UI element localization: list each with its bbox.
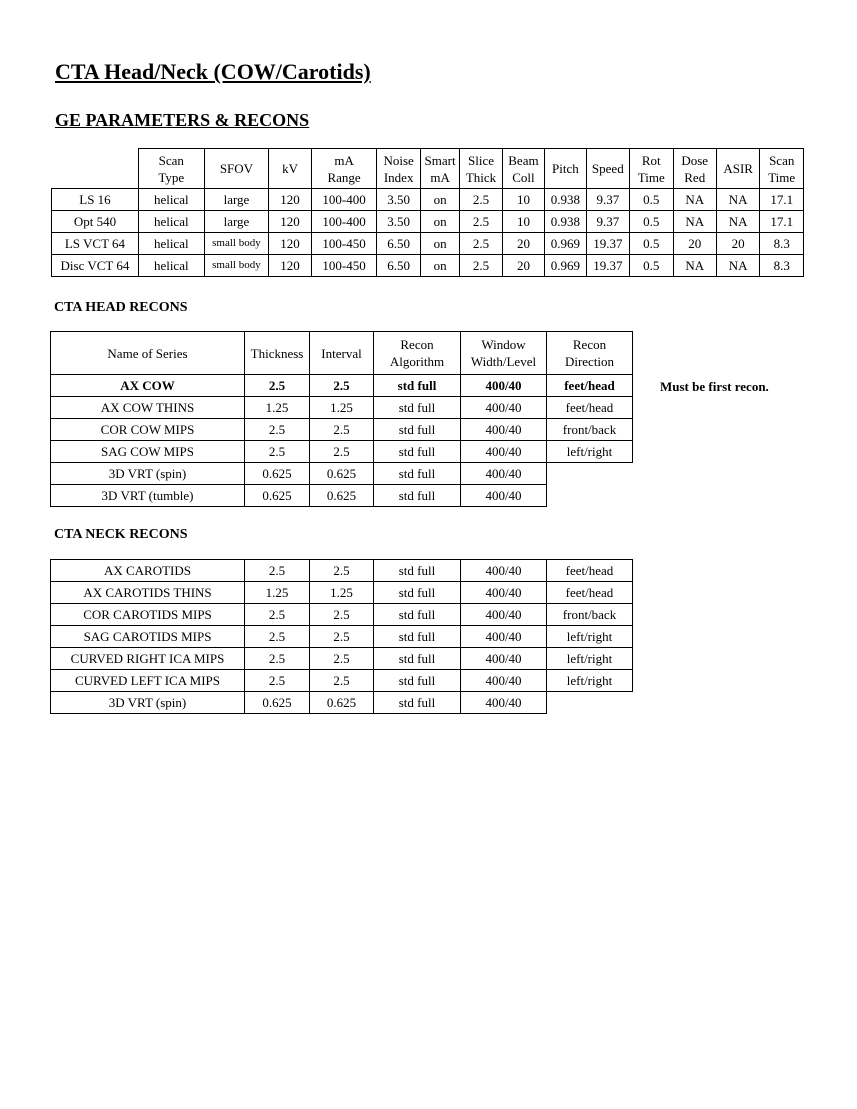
table-cell: 0.938 [545, 211, 586, 233]
header-line: Noise [383, 152, 414, 168]
column-header [377, 149, 420, 189]
column-header [716, 149, 759, 189]
table-cell: feet/head [547, 582, 633, 604]
header-line: SFOV [219, 161, 254, 176]
table-cell: NA [673, 189, 716, 211]
header-line: Thickness [250, 345, 304, 361]
table-cell: 0.5 [630, 255, 673, 277]
header-line: mA [430, 169, 450, 185]
table-cell: 100-400 [311, 189, 377, 211]
table-row [52, 211, 804, 233]
table-row [51, 397, 633, 419]
table-cell: NA [716, 189, 759, 211]
table-cell: 10 [502, 211, 544, 233]
series-name-cell: AX CAROTIDS [51, 560, 245, 582]
table-cell: 2.5 [460, 211, 502, 233]
table-cell: 19.37 [586, 233, 629, 255]
table-cell: 400/40 [461, 463, 547, 485]
table-cell: NA [716, 255, 759, 277]
table-cell: 400/40 [461, 397, 547, 419]
column-header [245, 332, 310, 375]
column-header [51, 332, 245, 375]
header-line: Type [158, 169, 185, 185]
table-cell: 2.5 [310, 441, 374, 463]
table-cell: feet/head [547, 375, 633, 397]
table-cell: left/right [547, 670, 633, 692]
table-cell: 100-450 [311, 233, 377, 255]
header-line: Smart [424, 152, 456, 168]
table-cell: 400/40 [461, 375, 547, 397]
column-header [310, 332, 374, 375]
table-cell: on [420, 233, 459, 255]
table-row [51, 670, 633, 692]
table-cell: std full [374, 692, 461, 714]
table-cell: 8.3 [760, 255, 804, 277]
table-cell: 400/40 [461, 485, 547, 507]
head-recons-heading: CTA HEAD RECONS [54, 300, 188, 315]
series-name-cell: COR COW MIPS [51, 419, 245, 441]
header-line: Time [637, 169, 665, 185]
column-header [204, 149, 269, 189]
header-line: Window [481, 337, 526, 352]
header-line: Red [684, 169, 706, 185]
table-cell: on [420, 189, 459, 211]
series-name-cell: 3D VRT (spin) [51, 692, 245, 714]
neck-recons-heading: CTA NECK RECONS [54, 527, 188, 542]
table-row [52, 189, 804, 211]
table-cell: 20 [502, 233, 544, 255]
table-cell: 8.3 [760, 233, 804, 255]
table-cell: 20 [502, 255, 544, 277]
table-cell: 2.5 [310, 604, 374, 626]
table-cell: 2.5 [245, 648, 310, 670]
table-cell: 0.625 [245, 692, 310, 714]
header-line: Scan [769, 152, 795, 168]
table-row [52, 233, 804, 255]
header-line: Algorithm [389, 354, 445, 369]
series-name-cell: AX COW THINS [51, 397, 245, 419]
table-cell: 0.625 [310, 463, 374, 485]
table-cell: 2.5 [245, 626, 310, 648]
header-line: mA [334, 152, 354, 168]
table-cell: 400/40 [461, 419, 547, 441]
table-row [51, 441, 633, 463]
table-cell: 0.625 [310, 485, 374, 507]
table-cell: on [420, 211, 459, 233]
table-cell: 400/40 [461, 604, 547, 626]
column-header [311, 149, 377, 189]
table-cell: 17.1 [760, 189, 804, 211]
header-line: Recon [572, 337, 607, 352]
table-row [51, 626, 633, 648]
header-line: Pitch [552, 161, 579, 176]
first-recon-note: Must be first recon. [660, 379, 769, 394]
series-name-cell: AX COW [51, 375, 245, 397]
table-cell: std full [374, 441, 461, 463]
table-cell: 120 [269, 233, 311, 255]
header-line: Direction [564, 354, 615, 369]
table-row [51, 692, 633, 714]
table-row [51, 582, 633, 604]
table-cell: 2.5 [460, 189, 502, 211]
table-cell: 400/40 [461, 560, 547, 582]
table-cell: 1.25 [310, 582, 374, 604]
header-blank-cell [52, 149, 139, 189]
table-cell: 0.5 [630, 189, 673, 211]
table-row [51, 463, 633, 485]
table-cell: 0.5 [630, 233, 673, 255]
table-cell: std full [374, 463, 461, 485]
table-cell: std full [374, 626, 461, 648]
table-cell: 6.50 [377, 233, 420, 255]
header-line: ASIR [723, 161, 753, 176]
column-header [630, 149, 673, 189]
column-header [673, 149, 716, 189]
table-cell: 400/40 [461, 626, 547, 648]
table-cell: 1.25 [310, 397, 374, 419]
scanner-name-cell: LS VCT 64 [52, 233, 139, 255]
header-line: Slice [468, 152, 494, 168]
table-cell: 2.5 [245, 375, 310, 397]
table-cell: left/right [547, 626, 633, 648]
table-cell: 400/40 [461, 692, 547, 714]
table-cell: 9.37 [586, 189, 629, 211]
table-cell: helical [138, 233, 204, 255]
header-line: Interval [321, 345, 362, 361]
neck-recons-table [50, 559, 633, 714]
header-line: Thick [465, 169, 497, 185]
table-row [51, 419, 633, 441]
table-cell: 2.5 [245, 670, 310, 692]
series-name-cell: 3D VRT (spin) [51, 463, 245, 485]
table-cell: left/right [547, 648, 633, 670]
table-cell: std full [374, 560, 461, 582]
header-line: Scan [158, 152, 184, 168]
table-cell: 1.25 [245, 582, 310, 604]
table-cell: std full [374, 582, 461, 604]
table-header-row [51, 332, 633, 375]
table-cell: 2.5 [310, 670, 374, 692]
header-line: Coll [512, 169, 535, 185]
table-cell: 0.625 [245, 485, 310, 507]
table-cell: on [420, 255, 459, 277]
table-cell [547, 485, 633, 507]
table-cell: 120 [269, 189, 311, 211]
table-cell: NA [673, 255, 716, 277]
table-cell: 0.625 [310, 692, 374, 714]
column-header [586, 149, 629, 189]
table-cell: small body [204, 233, 269, 255]
table-cell: std full [374, 648, 461, 670]
header-line: Name of Series [107, 345, 188, 361]
table-cell: 2.5 [310, 375, 374, 397]
table-cell: large [204, 189, 269, 211]
series-name-cell: CURVED RIGHT ICA MIPS [51, 648, 245, 670]
table-cell: helical [138, 211, 204, 233]
header-line: Speed [591, 161, 624, 176]
series-name-cell: CURVED LEFT ICA MIPS [51, 670, 245, 692]
header-line: Rot [641, 152, 661, 168]
column-header [420, 149, 459, 189]
table-row [51, 604, 633, 626]
table-cell: 2.5 [460, 233, 502, 255]
table-cell: 0.625 [245, 463, 310, 485]
table-cell: 6.50 [377, 255, 420, 277]
table-cell: 20 [673, 233, 716, 255]
table-cell: 120 [269, 211, 311, 233]
series-name-cell: SAG CAROTIDS MIPS [51, 626, 245, 648]
table-cell: 19.37 [586, 255, 629, 277]
table-cell: 120 [269, 255, 311, 277]
table-cell: std full [374, 375, 461, 397]
table-row [51, 485, 633, 507]
table-row [52, 255, 804, 277]
table-cell: 3.50 [377, 211, 420, 233]
column-header [460, 149, 502, 189]
table-cell: 2.5 [245, 441, 310, 463]
table-cell: 400/40 [461, 441, 547, 463]
table-cell: 400/40 [461, 582, 547, 604]
table-cell: large [204, 211, 269, 233]
table-cell: std full [374, 604, 461, 626]
table-cell: std full [374, 397, 461, 419]
table-cell: 400/40 [461, 670, 547, 692]
series-name-cell: COR CAROTIDS MIPS [51, 604, 245, 626]
series-name-cell: AX CAROTIDS THINS [51, 582, 245, 604]
column-header [547, 332, 633, 375]
header-line: Index [383, 169, 414, 185]
table-cell: 100-400 [311, 211, 377, 233]
table-cell: feet/head [547, 560, 633, 582]
table-cell: std full [374, 419, 461, 441]
table-cell: small body [204, 255, 269, 277]
table-cell: feet/head [547, 397, 633, 419]
table-cell: NA [716, 211, 759, 233]
table-cell: 0.969 [545, 255, 586, 277]
column-header [374, 332, 461, 375]
table-cell: 3.50 [377, 189, 420, 211]
scanner-name-cell: Disc VCT 64 [52, 255, 139, 277]
header-line: Recon [400, 337, 434, 352]
table-cell: helical [138, 255, 204, 277]
table-cell: 2.5 [310, 626, 374, 648]
head-recons-table [50, 331, 633, 507]
scanner-name-cell: LS 16 [52, 189, 139, 211]
header-line: Width/Level [470, 354, 537, 369]
table-cell: 2.5 [245, 560, 310, 582]
column-header [545, 149, 586, 189]
column-header [461, 332, 547, 375]
table-cell: std full [374, 485, 461, 507]
ge-parameters-table [51, 148, 804, 277]
series-name-cell: SAG COW MIPS [51, 441, 245, 463]
table-cell: 2.5 [310, 560, 374, 582]
table-cell: NA [673, 211, 716, 233]
table-cell: 2.5 [245, 604, 310, 626]
table-cell: 0.969 [545, 233, 586, 255]
table-cell: 2.5 [245, 419, 310, 441]
table-cell: 20 [716, 233, 759, 255]
table-cell: 2.5 [460, 255, 502, 277]
header-line: Beam [508, 152, 539, 168]
table-cell [547, 463, 633, 485]
header-line: Range [327, 169, 361, 185]
table-cell: left/right [547, 441, 633, 463]
scanner-name-cell: Opt 540 [52, 211, 139, 233]
table-cell: 0.5 [630, 211, 673, 233]
column-header [760, 149, 804, 189]
column-header [138, 149, 204, 189]
table-cell: 400/40 [461, 648, 547, 670]
header-line: Dose [681, 152, 709, 168]
header-line: kV [282, 161, 298, 176]
table-cell: 1.25 [245, 397, 310, 419]
table-cell [547, 692, 633, 714]
column-header [502, 149, 544, 189]
table-cell: front/back [547, 604, 633, 626]
table-cell: 17.1 [760, 211, 804, 233]
column-header [269, 149, 311, 189]
table-header-row [52, 149, 804, 189]
table-cell: 100-450 [311, 255, 377, 277]
table-cell: helical [138, 189, 204, 211]
table-cell: 2.5 [310, 648, 374, 670]
series-name-cell: 3D VRT (tumble) [51, 485, 245, 507]
table-cell: std full [374, 670, 461, 692]
table-row [51, 375, 633, 397]
ge-parameters-heading: GE PARAMETERS & RECONS [55, 110, 310, 130]
table-cell: 9.37 [586, 211, 629, 233]
page-title: CTA Head/Neck (COW/Carotids) [55, 59, 371, 84]
table-cell: 0.938 [545, 189, 586, 211]
table-cell: front/back [547, 419, 633, 441]
table-row [51, 560, 633, 582]
table-row [51, 648, 633, 670]
table-cell: 10 [502, 189, 544, 211]
header-line: Time [768, 169, 796, 185]
table-cell: 2.5 [310, 419, 374, 441]
